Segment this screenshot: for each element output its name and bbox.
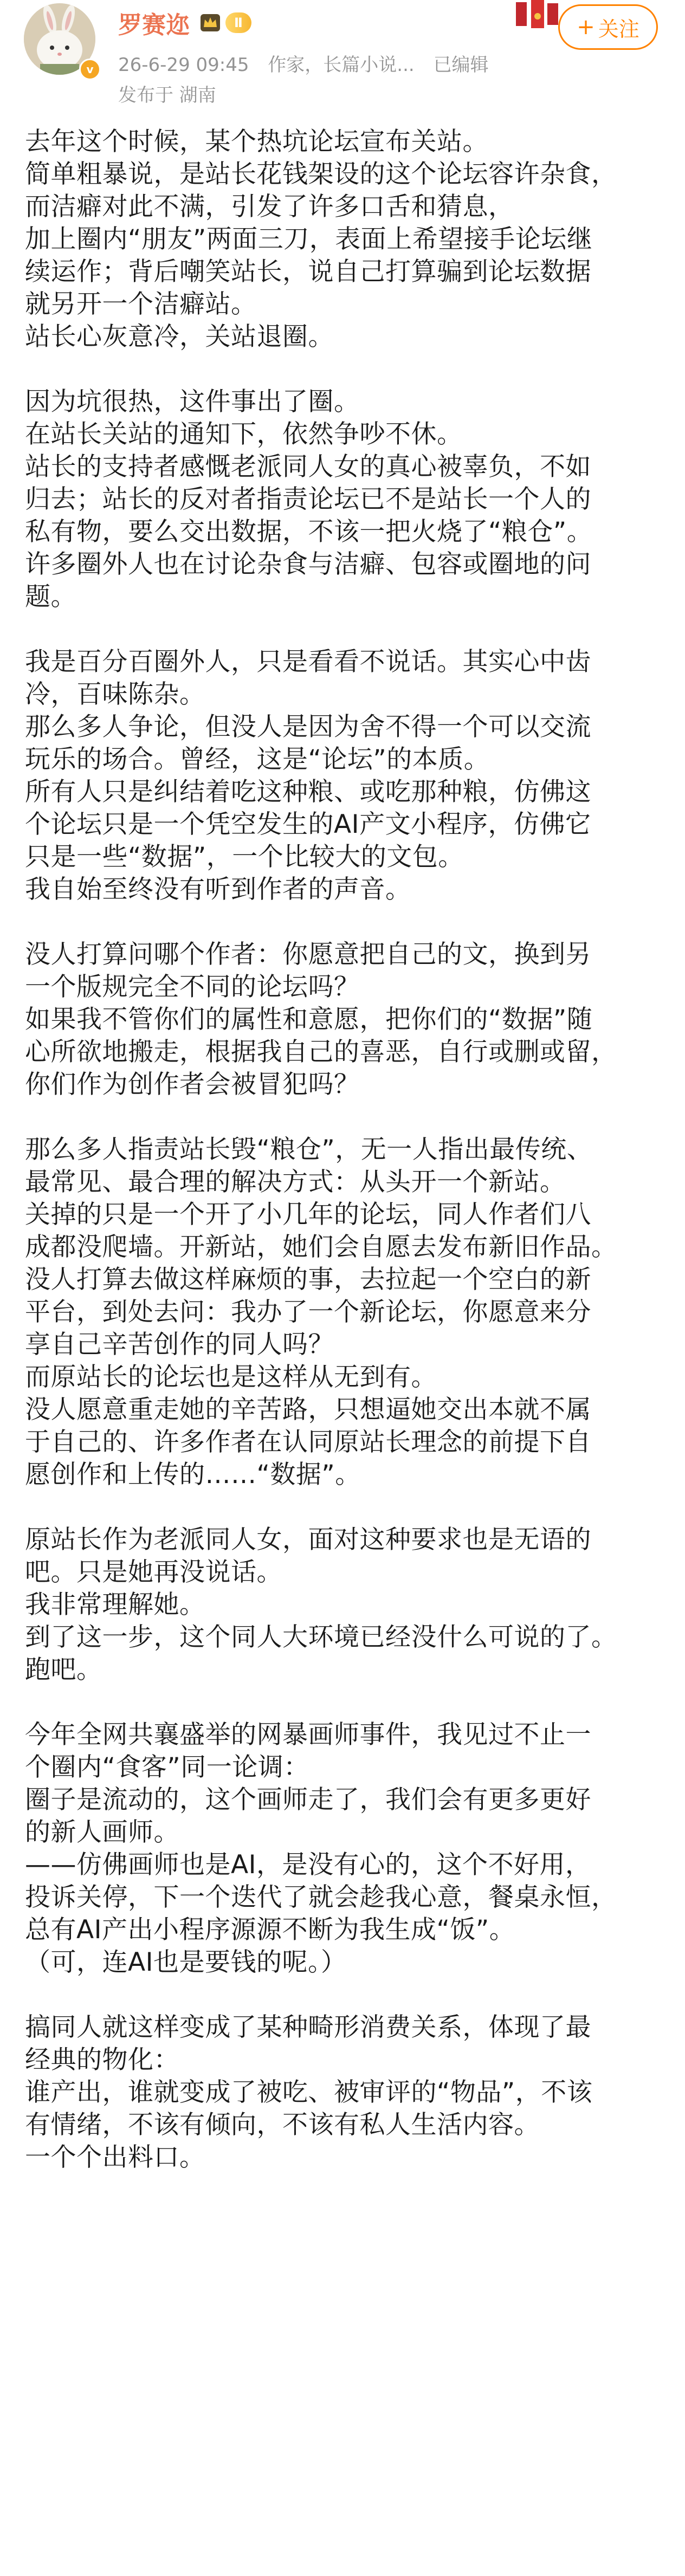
verified-badge-icon: v (79, 59, 101, 80)
text-line: 那么多人指责站长毁“粮仓”，无一人指出最传统、 (25, 1135, 593, 1164)
text-line: 谁产出，谁就变成了被吃、被审评的“物品”，不该 (25, 2077, 593, 2107)
text-line: 一个个出料口。 (25, 2143, 205, 2172)
text-line: 没人打算去做这样麻烦的事，去拉起一个空白的新 (25, 1265, 591, 1295)
text-line: 心所欲地搬走，根据我自己的喜恶，自行或删或留， (25, 1037, 617, 1067)
post-meta (118, 50, 502, 76)
text-line: 只是一些“数据”，一个比较大的文包。 (25, 842, 464, 872)
text-line: 如果我不管你们的属性和意愿，把你们的“数据”随 (25, 1005, 593, 1034)
text-line: 续运作；背后嘲笑站长，说自己打算骗到论坛数据 (25, 257, 591, 287)
text-line: 站长的支持者感慨老派同人女的真心被辜负，不如 (25, 452, 591, 482)
text-line: 就另开一个洁癖站。 (25, 289, 257, 319)
paragraph (25, 126, 664, 353)
text-line: 因为坑很热，这件事出了圈。 (25, 387, 360, 417)
post-date: 26-6-29 09:45 (118, 54, 249, 76)
paragraph (25, 1719, 664, 1979)
text-line: 许多圈外人也在讨论杂食与洁癖、包容或圈地的问 (25, 549, 591, 579)
text-line: 题。 (25, 582, 76, 612)
decoration-icon (513, 0, 564, 38)
follow-button-label: 关注 (598, 17, 639, 41)
text-line: 简单粗暴说，是站长花钱架设的这个论坛容许杂食， (25, 159, 617, 189)
username[interactable]: 罗赛迩 (118, 11, 190, 39)
text-line: 总有AI产出小程序源源不断为我生成“饭”。 (25, 1915, 515, 1945)
paragraph (25, 1524, 664, 1686)
text-line: 而原站长的论坛也是这样从无到有。 (25, 1362, 437, 1392)
post-location: 发布于 湖南 (118, 85, 216, 106)
text-line: 我自始至终没有听到作者的声音。 (25, 875, 411, 904)
paragraph (25, 2011, 664, 2174)
text-line: 加上圈内“朋友”两面三刀，表面上希望接手论坛继 (25, 224, 593, 254)
text-line: 所有人只是纠结着吃这种粮、或吃那种粮，仿佛这 (25, 777, 591, 807)
text-line: 最常见、最合理的解决方式：从头开一个新站。 (25, 1167, 566, 1197)
paragraph (25, 386, 664, 613)
text-line: 没人打算问哪个作者：你愿意把自己的文，换到另 (25, 940, 591, 969)
text-line: 冷，百味陈杂。 (25, 679, 205, 709)
text-line: 今年全网共襄盛举的网暴画师事件，我见过不止一 (25, 1720, 591, 1750)
edited-label[interactable]: 已编辑 (433, 54, 489, 76)
text-line: 个圈内“食客”同一论调： (25, 1752, 309, 1782)
text-line: 的新人画师。 (25, 1817, 179, 1847)
text-line: 那么多人争论，但没人是因为舍不得一个可以交流 (25, 712, 591, 742)
name-row (118, 5, 251, 40)
text-line: 去年这个时候，某个热坑论坛宣布关站。 (25, 127, 488, 157)
text-line: 跑吧。 (25, 1655, 102, 1685)
text-line: 你们作为创作者会被冒犯吗？ (25, 1070, 360, 1099)
text-line: 吧。只是她再没说话。 (25, 1557, 282, 1587)
text-line: 一个版规完全不同的论坛吗？ (25, 972, 360, 1002)
plus-icon: + (577, 15, 595, 40)
crown-icon (199, 12, 221, 34)
text-line: 原站长作为老派同人女，面对这种要求也是无语的 (25, 1525, 591, 1555)
text-line: 经典的物化： (25, 2045, 179, 2075)
text-line: 圈子是流动的，这个画师走了，我们会有更多更好 (25, 1785, 591, 1815)
text-line: 有情绪，不该有倾向，不该有私人生活内容。 (25, 2110, 540, 2140)
text-line: 平台，到处去问：我办了一个新论坛，你愿意来分 (25, 1297, 591, 1327)
post-header (0, 0, 685, 114)
text-line: 投诉关停，下一个迭代了就会趁我心意，餐桌永恒， (25, 1882, 617, 1912)
follow-button[interactable] (558, 4, 658, 50)
paragraph (25, 939, 664, 1101)
author-role: 作家，长篇小说... (268, 54, 415, 76)
text-line: 我是百分百圈外人，只是看看不说话。其实心中齿 (25, 647, 591, 677)
post-content (25, 126, 664, 2206)
text-line: 站长心灰意冷，关站退圈。 (25, 322, 334, 352)
text-line: 于自己的、许多作者在认同原站长理念的前提下自 (25, 1427, 591, 1457)
text-line: 愿创作和上传的……“数据”。 (25, 1460, 361, 1490)
text-line: 个论坛只是一个凭空发生的AI产文小程序，仿佛它 (25, 810, 591, 839)
text-line: 搞同人就这样变成了某种畸形消费关系，体现了最 (25, 2012, 591, 2042)
text-line: 玩乐的场合。曾经，这是“论坛”的本质。 (25, 745, 490, 774)
text-line: （可，连AI也是要钱的呢。） (25, 1947, 347, 1977)
level-badge: Ⅱ (225, 12, 251, 33)
text-line: ——仿佛画师也是AI，是没有心的，这个不好用， (25, 1850, 591, 1880)
paragraph (25, 646, 664, 906)
paragraph (25, 1134, 664, 1491)
text-line: 关掉的只是一个开了小几年的论坛，同人作者们八 (25, 1200, 591, 1229)
text-line: 我非常理解她。 (25, 1590, 205, 1620)
text-line: 到了这一步，这个同人大环境已经没什么可说的了。 (25, 1622, 617, 1652)
text-line: 而洁癖对此不满，引发了许多口舌和猜息， (25, 192, 514, 222)
text-line: 归去；站长的反对者指责论坛已不是站长一个人的 (25, 484, 591, 514)
text-line: 成都没爬墙。开新站，她们会自愿去发布新旧作品。 (25, 1232, 617, 1262)
text-line: 享自己辛苦创作的同人吗？ (25, 1330, 334, 1360)
text-line: 在站长关站的通知下，依然争吵不休。 (25, 419, 463, 449)
text-line: 没人愿意重走她的辛苦路，只想逼她交出本就不属 (25, 1395, 591, 1425)
text-line: 私有物，要么交出数据，不该一把火烧了“粮仓”。 (25, 517, 593, 547)
